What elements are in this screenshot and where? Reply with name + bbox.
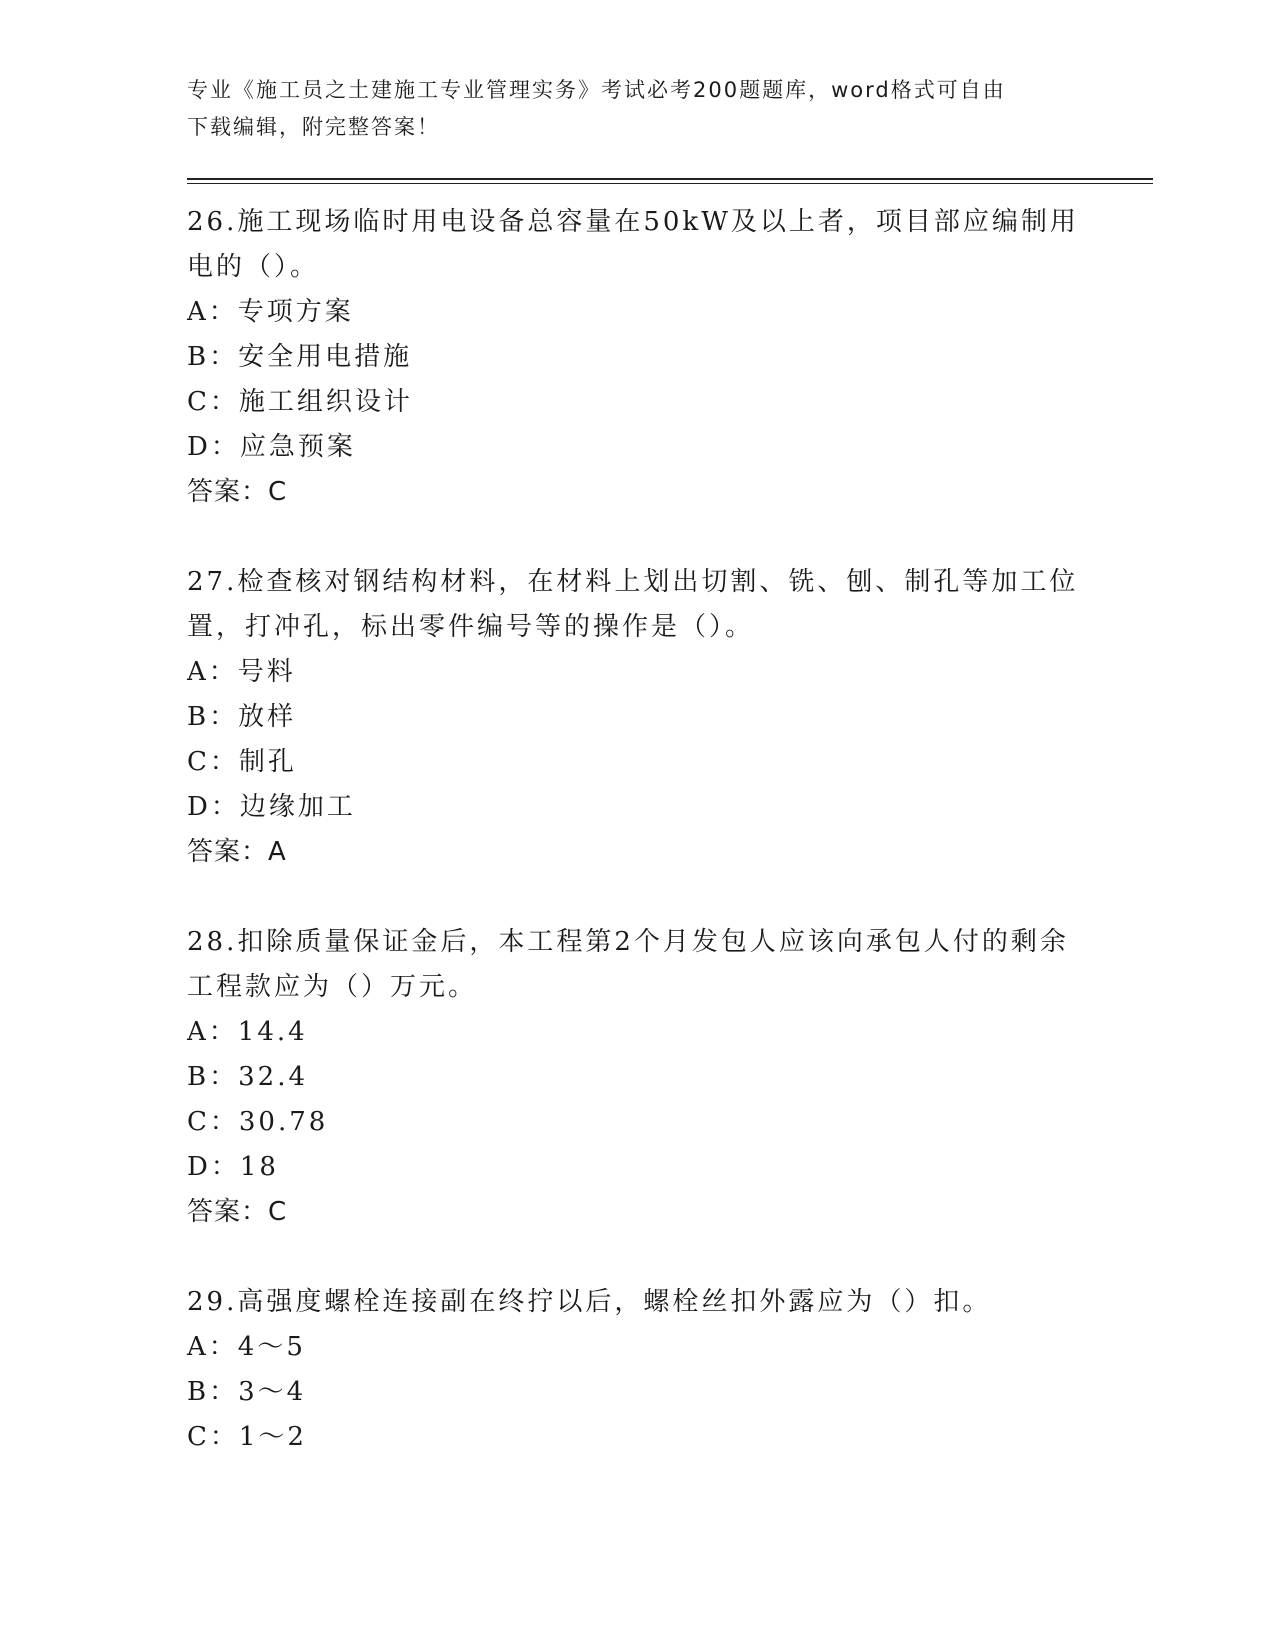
option-b: B：安全用电措施 xyxy=(187,342,413,372)
answer: 答案：C xyxy=(187,477,288,507)
option-c: C：制孔 xyxy=(187,747,297,777)
option-c: C：30.78 xyxy=(187,1107,329,1137)
option-b: B：3～4 xyxy=(187,1377,307,1407)
question-27 xyxy=(187,560,1087,875)
question-29 xyxy=(187,1280,1087,1460)
question-text: 29.高强度螺栓连接副在终拧以后，螺栓丝扣外露应为（）扣。 xyxy=(187,1287,992,1317)
question-text: 工程款应为（）万元。 xyxy=(187,972,478,1002)
question-28 xyxy=(187,920,1087,1235)
question-text: 26.施工现场临时用电设备总容量在50kW及以上者，项目部应编制用 xyxy=(187,207,1079,237)
header-line-1: 专业《施工员之土建施工专业管理实务》考试必考200题题库，word格式可自由 xyxy=(187,78,1006,102)
header-divider-thin xyxy=(187,183,1153,184)
option-b: B：放样 xyxy=(187,702,297,732)
option-c: C：施工组织设计 xyxy=(187,387,413,417)
header-line-2: 下载编辑，附完整答案！ xyxy=(187,115,440,139)
document-header xyxy=(187,72,1067,146)
question-text: 27.检查核对钢结构材料，在材料上划出切割、铣、刨、制孔等加工位 xyxy=(187,567,1079,597)
option-a: A：专项方案 xyxy=(187,297,354,327)
option-c: C：1～2 xyxy=(187,1422,307,1452)
option-a: A：14.4 xyxy=(187,1017,308,1047)
option-a: A：4～5 xyxy=(187,1332,306,1362)
question-text: 28.扣除质量保证金后，本工程第2个月发包人应该向承包人付的剩余 xyxy=(187,927,1069,957)
header-divider-thick xyxy=(187,178,1153,180)
answer: 答案：C xyxy=(187,1197,288,1227)
option-d: D：边缘加工 xyxy=(187,792,356,822)
option-b: B：32.4 xyxy=(187,1062,308,1092)
option-d: D：18 xyxy=(187,1152,279,1182)
option-d: D：应急预案 xyxy=(187,432,356,462)
question-text: 置，打冲孔，标出零件编号等的操作是（）。 xyxy=(187,612,755,642)
option-a: A：号料 xyxy=(187,657,296,687)
question-26 xyxy=(187,200,1087,515)
question-text: 电的（）。 xyxy=(187,252,320,282)
answer: 答案：A xyxy=(187,837,287,867)
